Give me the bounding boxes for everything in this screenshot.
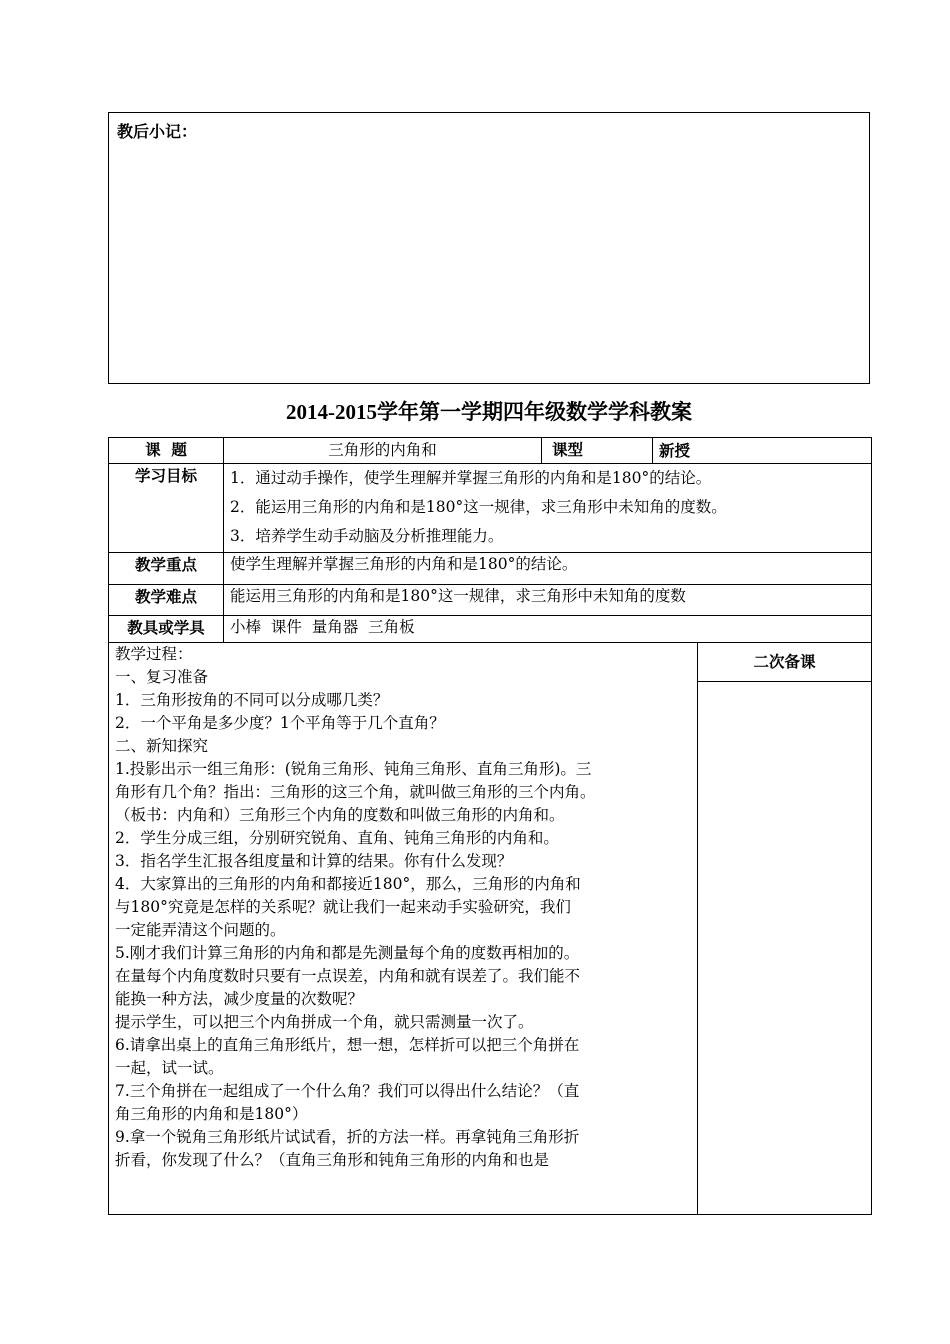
process-title: 教学过程： (115, 645, 193, 663)
goal-item: 2．能运用三角形的内角和是180°这一规律，求三角形中未知角的度数。 (230, 498, 727, 516)
goals-row (109, 464, 872, 553)
process-line: 一、复习准备 (115, 668, 209, 686)
process-line: 提示学生，可以把三个内角拼成一个角，就只需测量一次了。 (115, 1013, 534, 1031)
process-line: 角三角形的内角和是180°） (115, 1105, 308, 1123)
goals-cell (224, 464, 872, 553)
type-label: 课型 (542, 438, 653, 464)
topic-label: 课 题 (109, 438, 224, 464)
process-line: 1.投影出示一组三角形：(锐角三角形、钝角三角形、直角三角形)。三 (115, 760, 592, 778)
process-line: 2．学生分成三组，分别研究锐角、直角、钝角三角形的内角和。 (115, 829, 559, 847)
second-prep-cell (698, 643, 872, 1215)
document-title: 2014-2015学年第一学期四年级数学学科教案 (286, 400, 692, 424)
tools-row (109, 616, 872, 643)
difficulty-row (109, 585, 872, 616)
goal-item: 3．培养学生动手动脑及分析推理能力。 (230, 527, 504, 545)
process-line: 4．大家算出的三角形的内角和都接近180°，那么，三角形的内角和 (115, 875, 581, 893)
process-line: 5.刚才我们计算三角形的内角和都是先测量每个角的度数再相加的。 (115, 944, 580, 962)
difficulty-label: 教学难点 (109, 585, 224, 616)
process-line: 与180°究竟是怎样的关系呢？就让我们一起来动手实验研究，我们 (115, 898, 571, 916)
second-prep-heading: 二次备课 (698, 643, 871, 682)
process-line: 1．三角形按角的不同可以分成哪几类？ (115, 691, 389, 709)
process-line: 7.三个角拼在一起组成了一个什么角？我们可以得出什么结论？（直 (115, 1082, 580, 1100)
key-point-row (109, 553, 872, 585)
lesson-plan-table (108, 437, 872, 1215)
process-line: 3．指名学生汇报各组度量和计算的结果。你有什么发现？ (115, 852, 513, 870)
process-line: 9.拿一个锐角三角形纸片试试看，折的方法一样。再拿钝角三角形折 (115, 1128, 580, 1146)
process-row (109, 643, 872, 1215)
post-teaching-notes-label: 教后小记： (117, 122, 198, 141)
process-line: 在量每个内角度数时只要有一点误差，内角和就有误差了。我们能不 (115, 967, 581, 985)
process-line: 6.请拿出桌上的直角三角形纸片，想一想，怎样折可以把三个角拼在 (115, 1036, 580, 1054)
process-cell (109, 643, 698, 1215)
process-line: 一定能弄清这个问题的。 (115, 921, 286, 939)
goals-label: 学习目标 (109, 464, 224, 553)
process-line: 2．一个平角是多少度？1个平角等于几个直角？ (115, 714, 445, 732)
goal-item: 1．通过动手操作，使学生理解并掌握三角形的内角和是180°的结论。 (230, 469, 712, 487)
process-line: （板书：内角和）三角形三个内角的度数和叫做三角形的内角和。 (115, 806, 565, 824)
key-point-value: 使学生理解并掌握三角形的内角和是180°的结论。 (224, 553, 872, 585)
topic-value: 三角形的内角和 (224, 438, 542, 464)
key-point-label: 教学重点 (109, 553, 224, 585)
process-line: 一起，试一试。 (115, 1059, 224, 1077)
tools-label: 教具或学具 (109, 616, 224, 643)
topic-row (109, 438, 872, 464)
process-line: 角形有几个角？指出：三角形的这三个角，就叫做三角形的三个内角。 (115, 783, 596, 801)
tools-value: 小棒 课件 量角器 三角板 (224, 616, 872, 643)
process-line: 折看，你发现了什么？（直角三角形和钝角三角形的内角和也是 (115, 1151, 550, 1169)
difficulty-value: 能运用三角形的内角和是180°这一规律，求三角形中未知角的度数 (224, 585, 872, 616)
post-teaching-notes-box (108, 112, 870, 384)
type-value: 新授 (653, 438, 872, 464)
process-line: 能换一种方法，减少度量的次数呢？ (115, 990, 364, 1008)
process-line: 二、新知探究 (115, 737, 209, 755)
